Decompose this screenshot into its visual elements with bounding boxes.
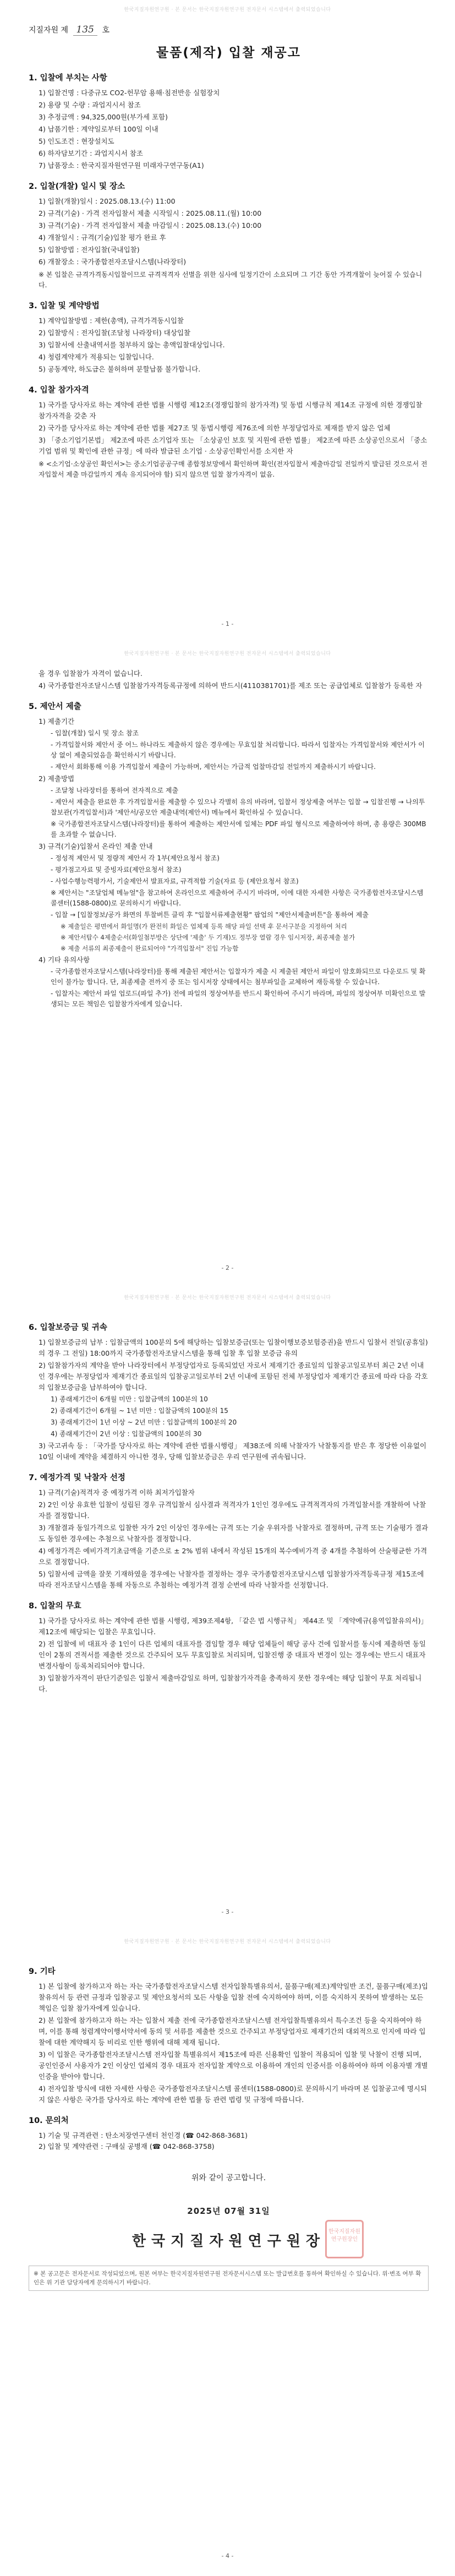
list-item: 5) 공동계약, 하도급은 불허하며 분할납품 불가합니다. (39, 365, 201, 373)
list-item: 3) 「중소기업기본법」 제2조에 따른 소기업자 또는 「소상공인 보호 및 지원에 관한 법률」 제2조에 따른 소상공인으로서 「중소기업 범위 및 확인에 관한 규정」에 따라 발급된 소기업 · 소상공인확인서를 소지한 자 (39, 436, 427, 455)
section-heading: 9. 기타 (29, 1967, 56, 1976)
list-item: 6) 하자담보기간 : 과업지시서 참조 (39, 149, 143, 157)
list-item: 4) 국가종합전자조달시스템 입찰참가자격등록규정에 의하여 반드시(4110381701)를 제조 또는 공급업체로 입찰참가 등록한 자 (39, 681, 423, 690)
sub-heading: 4) 기타 유의사항 (39, 956, 90, 964)
official-seal: 한국지질자원연구원장인 (325, 2220, 364, 2258)
section-heading: 3. 입찰 및 계약방법 (29, 302, 100, 310)
list-item: 2) 용량 및 수량 : 과업지시서 참조 (39, 101, 141, 109)
list-item: 2) 전 입찰에 비 대표자 중 1인이 다른 업체의 대표자를 겸임할 경우 해당 업체들이 해당 공사 건에 입찰서를 동시에 제출하면 동일인이 2통의 견적서를 제출한 것으로 간주되어 모두 무효입찰로 처리되며, 입찰진행 중 대표자 변경이 있는 경우에는 반드시 대표자 변경사항이 등록처리되어야 합니다. (39, 1640, 426, 1670)
note-text: ※ 본 입찰은 규격가격동시입찰이므로 규격적격자 선별을 위한 심사에 일정기간이 소요되며 그 기간 동안 가격개찰이 늦어질 수 있습니다. (39, 271, 423, 289)
section-heading: 1. 입찰에 부치는 사항 (29, 74, 107, 83)
list-item: - 정성적 제안서 및 정량적 제안서 각 1부(제안요청서 참조) (51, 854, 220, 862)
section-heading: 10. 문의처 (29, 2116, 69, 2125)
list-item: 4) 전자입찰 방식에 대한 자세한 사항은 국가종합전자조달시스템 콜센터(1588-0800)로 문의하시기 바라며 본 입찰공고에 명시되지 않은 사항은 국가를 당사자로 하는 계약에 관한 법률 등 관련 법령 및 규정에 따릅니다. (39, 2084, 427, 2104)
list-item: 3) 입찰서에 산출내역서를 첨부하지 않는 총액입찰대상입니다. (39, 341, 225, 349)
list-item: 4) 납품기한 : 계약일로부터 100일 이내 (39, 125, 158, 133)
list-item: 5) 입찰방법 : 전자입찰(국내입찰) (39, 245, 140, 254)
list-item: 3) 입찰참가자격이 판단기준일은 입찰서 제출마감일로 하며, 입찰참가자격을 충족하지 못한 경우에는 해당 입찰이 무효 처리됩니다. (39, 1674, 422, 1693)
list-item: 1) 종래제기간이 6개월 미만 : 입찰금액의 100분의 10 (51, 1395, 208, 1403)
list-item: 7) 납품장소 : 한국지질자원연구원 미래자구연구동(A1) (39, 161, 204, 170)
page-title: 물품(제작) 입찰 재공고 (156, 46, 301, 60)
list-item: 2) 본 입찰에 참가하고자 하는 자는 입찰서 제출 전에 국가종합전자조달시스템 전자입찰특별유의서 특수조건 등을 숙지하여야 하며, 이를 통해 청렴계약이행서약서에 동의 및 서류를 제출한 것으로 간주되고 부정당업자로 제재기간의 대외적으로 인지에 따라 입찰에 대한 계약해지 등 비리로 인한 행위에 대해 제재 됩니다. (39, 2016, 426, 2046)
list-item: - 제안서 제출을 완료한 후 가격입찰서를 제출할 수 있으나 각별히 유의 바라며, 입찰서 정상제출 여부는 입찰 → 입찰진행 → 나의투찰보관(가격입찰서)과 '제안서/공모안 제출내역(제안서) 메뉴에서 확인하실 수 있습니다. (51, 798, 425, 816)
list-item: ※ 국가종합전자조달시스템(나라장터)를 통하여 제출하는 제안서에 일체는 PDF 파일 형식으로 제출하여야 하며, 총 용량은 300MB를 초과할 수 없습니다. (51, 820, 426, 838)
section-heading: 5. 제안서 제출 (29, 702, 81, 711)
page-number: - 2 - (221, 1264, 234, 1271)
section-heading: 7. 예정가격 및 낙찰자 선정 (29, 1473, 125, 1482)
list-item: 2) 규격(기술) · 가격 전자입찰서 제출 시작일시 : 2025.08.11.(월) 10:00 (39, 209, 262, 217)
sub-heading: 1) 제출기간 (39, 717, 75, 725)
page-2 (0, 644, 455, 1288)
page-number: - 4 - (221, 2552, 234, 2559)
list-item: - 제안서 회화통해 이용 가격입찰서 제출이 가능하며, 제안서는 가급적 업찰마감일 전일까지 제출하시기 바랍니다. (51, 763, 376, 771)
page-4-content (29, 1956, 429, 2537)
list-item: 3) 국고귀속 등 : 「국가를 당사자로 하는 계약에 관한 법률시행령」 제38조에 의해 낙찰자가 낙찰통지를 받은 후 정당한 이유없이 10일 이내에 계약을 체결하지 아니한 경우, 당해 입찰보증금은 우리 연구원에 귀속됩니다. (39, 1442, 427, 1461)
list-item: - 입찰(개찰) 일시 및 장소 참조 (51, 729, 139, 737)
contact-item: 1) 기술 및 규격관련 : 탄소저장연구센터 천인경 (☎ 042-868-3681) (39, 2131, 248, 2140)
list-item: 1) 입찰(개찰)일시 : 2025.08.13.(수) 11:00 (39, 197, 176, 205)
doc-number-prefix: 지질자원 제 (29, 26, 69, 35)
issue-date: 2025년 07월 31일 (187, 2206, 270, 2216)
closing-text: 위와 같이 공고합니다. (191, 2174, 266, 2182)
contact-item: 2) 입찰 및 계약관련 : 구매실 공병재 (☎ 042-868-3758) (39, 2142, 215, 2151)
sub-heading: 2) 제출방법 (39, 774, 75, 783)
page-1 (0, 0, 455, 644)
list-item: - 가격입찰서와 제안서 중 어느 하나라도 제출하지 않은 경우에는 무효입찰 처리합니다. 따라서 입찰자는 가격입찰서와 제안서가 이상 없이 제출되었음을 확인하시기 바랍니다. (51, 741, 425, 759)
list-item: 1) 계약입찰방법 : 제한(총액), 규격가격동시입찰 (39, 316, 184, 325)
list-item: 1) 규격(기술)적격자 중 예정가격 이하 최저가입찰자 (39, 1488, 195, 1497)
list-item: 6) 개찰장소 : 국가종합전자조달시스템(나라장터) (39, 258, 187, 266)
list-item: - 입찰 → [입찰정보/공가 화면의 투찰버튼 클릭 후 "입찰서류제출현황" 팝업의 "제안서제출버튼"을 통하여 제출 (51, 911, 369, 919)
page-1-content (29, 24, 429, 605)
header-watermark: 한국지질자원연구원 · 본 문서는 한국지질자원연구원 전자문서 시스템에서 출력되었습니다 (124, 1295, 331, 1301)
page-4 (0, 1932, 455, 2576)
list-item: 4) 종래제기간이 2년 이상 : 입찰금액의 100분의 30 (51, 1430, 202, 1438)
list-item: - 평가점고자료 및 증빙자료(제안요청서 참조) (51, 866, 182, 874)
list-item: - 입찰자는 제안서 파일 업로드(파일 추가) 전에 파일의 정상여부를 반드시 확인하여 주시기 바라며, 파일의 정상여부 미확인으로 발생되는 모든 책임은 입찰참가자에게 있습니다. (51, 990, 426, 1008)
list-item: 3) 추정금액 : 94,325,000원(부가세 포함) (39, 113, 168, 121)
list-item: ※ 제출 서류의 최종제출이 완료되어야 "가격입찰서" 진입 가능함 (61, 945, 239, 952)
list-item: 4) 청렴계약제가 적용되는 입찰입니다. (39, 353, 154, 361)
list-item: 4) 개찰일시 : 규격(기술)입찰 평가 완료 후 (39, 233, 166, 242)
page-number: - 1 - (221, 620, 234, 627)
list-item: 1) 입찰건명 : 다중규모 CO2-헌무암 용해·침전반응 실험장치 (39, 89, 220, 97)
list-item: 5) 입찰서에 금액을 잘못 기재하였을 경우에는 낙찰자를 결정하는 경우 국가종합전자조달시스템 입찰참가자격등록규정 제15조에 따라 전자조달시스템을 통해 자동으로 추첨하는 예정가격 결정 순번에 따라 낙찰자를 선정합니다. (39, 1570, 424, 1589)
issuer-text: 한국지질자원연구원장 (131, 2233, 326, 2250)
list-item: 을 경우 입찰참가 자격이 없습니다. (39, 669, 142, 678)
list-item: 2) 종래제기간이 6개월 ~ 1년 미만 : 입찰금액의 100분의 15 (51, 1407, 228, 1415)
list-item: 2) 입찰참가자의 계약을 받아 나라장터에서 부정당업자로 등록되었던 자로서 제재기간 종료일의 입찰공고일로부터 최근 2년 이내인 경우에는 부정당업자 제재기간 종료일의 입찰공고일로부터 2년 이내에 포함된 전체 부정당업자 제재기간 종료에 따라 다음 각호의 입찰보증금을 납부하여야 합니다. (39, 1361, 428, 1391)
list-item: 1) 본 입찰에 참가하고자 하는 자는 국가종합전자조달시스템 전자입찰특별유의서, 물품구매(제조)계약일반 조건, 물품구매(제조)입찰유의서 등 관련 규정과 입찰공고 및 제안요청서의 모든 사항을 입찰 전에 숙지하여야 하며, 이를 숙지하지 못하여 발생하는 모든 책임은 입찰 참가자에게 있습니다. (39, 1982, 428, 2012)
section-heading: 8. 입찰의 무효 (29, 1602, 81, 1611)
page-2-content (29, 668, 429, 1249)
list-item: 4) 예정가격은 예비가격기초금액을 기준으로 ± 2% 범위 내에서 작성된 15개의 복수예비가격 중 4개를 추첨하여 산술평균한 가격으로 결정합니다. (39, 1547, 427, 1566)
header-watermark: 한국지질자원연구원 · 본 문서는 한국지질자원연구원 전자문서 시스템에서 출력되었습니다 (124, 1939, 331, 1945)
list-item: 1) 국가를 당사자로 하는 계약에 관한 법률 시행령, 제39조제4항, 「같은 법 시행규칙」 제44조 및 「계약예규(용역입찰유의서)」 제12조에 해당되는 입찰은 무효입니다. (39, 1617, 428, 1636)
section-heading: 2. 입찰(개찰) 일시 및 장소 (29, 182, 125, 191)
footnote: ※ 본 공고문은 전자문서로 작성되었으며, 원본 여부는 한국지질자원연구원 전자문서시스템 또는 발급번호를 통하여 확인하실 수 있습니다. 위·변조 여부 확인은 위 기관 담당자에게 문의하시기 바랍니다. (29, 2266, 429, 2291)
doc-number-value: 135 (73, 24, 97, 36)
document-number (29, 24, 429, 36)
list-item: 2) 국가를 당사자로 하는 계약에 관한 법률 제27조 및 동법시행령 제76조에 의한 부정당업자로 제재를 받지 않은 업체 (39, 424, 391, 432)
issuer-name (29, 2230, 429, 2250)
note-text: ※ <소기업·소상공인 확인서>는 중소기업공공구매 종합정보망에서 확인하며 확인(전자입찰서 제출마감일 전일까지 발급된 것으로서 전자입찰서 제출 마감일까지 계속 유지되어야 함) 되지 않으면 입찰 참가자격이 없음. (39, 460, 427, 478)
list-item: ※ 제안서는 "조달업체 메뉴얼"을 참고하여 온라인으로 제출하여 주시기 바라며, 이에 대한 자세한 사항은 국가종합전자조달시스템 콜센터(1588-0800)로 문의하시기 바랍니다. (51, 889, 424, 907)
list-item: 2) 입찰방식 : 전자입찰(조달청 나라장터) 대상입찰 (39, 329, 191, 337)
list-item: 5) 인도조건 : 현장설치도 (39, 137, 114, 145)
doc-number-suffix: 호 (102, 26, 109, 35)
list-item: 1) 국가를 당사자로 하는 계약에 관한 법률 시행령 제12조(경쟁입찰의 참가자격) 및 동법 시행규칙 제14조 규정에 의한 경쟁입찰 참가자격을 갖춘 자 (39, 401, 423, 420)
list-item: ※ 제출일은 평면에서 화일명(가 완전히 화일은 업체제 등록 해당 파일 선택 후 문서구분을 지정하여 처리 (61, 923, 347, 930)
page-3 (0, 1288, 455, 1932)
list-item: 2) 2인 이상 유효한 입찰이 성립된 경우 규격입찰서 심사결과 적격자가 1인인 경우에도 규격적격자의 가격입찰서를 개찰하여 낙찰자를 결정합니다. (39, 1500, 426, 1520)
list-item: - 조달청 나라장터를 통하여 전자적으로 제출 (51, 787, 179, 794)
header-watermark: 한국지질자원연구원 · 본 문서는 한국지질자원연구원 전자문서 시스템에서 출력되었습니다 (124, 7, 331, 13)
list-item: 3) 개찰결과 동일가격으로 입찰한 자가 2인 이상인 경우에는 규격 또는 기술 우위자를 낙찰자로 결정하며, 규격 또는 기술평가 결과도 동일한 경우에는 추첨으로 낙찰자를 결정합니다. (39, 1524, 429, 1543)
sub-heading: 3) 규격(기술)입찰서 온라인 제출 안내 (39, 842, 153, 850)
list-item: 3) 종래제기간이 1년 이상 ~ 2년 미만 : 입찰금액의 100분의 20 (51, 1418, 237, 1426)
list-item: 1) 입찰보증금의 납부 : 입찰금액의 100분의 5에 해당하는 입찰보증금(또는 입찰이행보증보험증권)을 반드시 입찰서 전일(공휴일)의 경우 그 전일) 18:00까지 국가종합전자조달시스템을 통해 입찰 후 입찰 보증금 유의 (39, 1338, 428, 1357)
list-item: - 사업수행능력평가서, 기술제안서 발표자료, 규격적합 기술(자료 등 (제안요청서 참조) (51, 877, 299, 885)
list-item: - 국가종합전자조달시스템(나라장터)를 통해 제출된 제안서는 입찰자가 제출 시 제출된 제안서 파일이 암호화되므로 다운로드 및 확인이 불가능 합니다. 단, 최종제출 전까지 중 또는 임시저장 상태에서는 첨부파일을 교체하여 재등록할 수 있습니다. (51, 968, 426, 986)
section-heading: 4. 입찰 참가자격 (29, 386, 89, 395)
page-number: - 3 - (221, 1908, 234, 1915)
page-3-content (29, 1312, 429, 1893)
list-item: ※ 제안서탑수 4제출순서(화일첨부방은 상단에 '제출' 두 기재)도 정부장 열람 경우 임시저장, 최종제출 불가 (61, 934, 355, 941)
header-watermark: 한국지질자원연구원 · 본 문서는 한국지질자원연구원 전자문서 시스템에서 출력되었습니다 (124, 651, 331, 657)
list-item: 3) 이 입찰은 국가종합전자조달시스템 전자입찰 특별유의서 제15조에 따른 신용확인 입찰이 적용되어 입찰 및 낙찰이 진행 되며, 공인인증서 사용자가 2인 이상인 업체의 경우 대표자 전자입찰 계약으로 이용하여 개인의 인증서를 이용하여야 하며 이용자별 개별 인증을 받아야 합니다. (39, 2050, 428, 2081)
list-item: 3) 규격(기술) · 가격 전자입찰서 제출 마감일시 : 2025.08.13.(수) 10:00 (39, 221, 262, 230)
section-heading: 6. 입찰보증금 및 귀속 (29, 1323, 107, 1332)
